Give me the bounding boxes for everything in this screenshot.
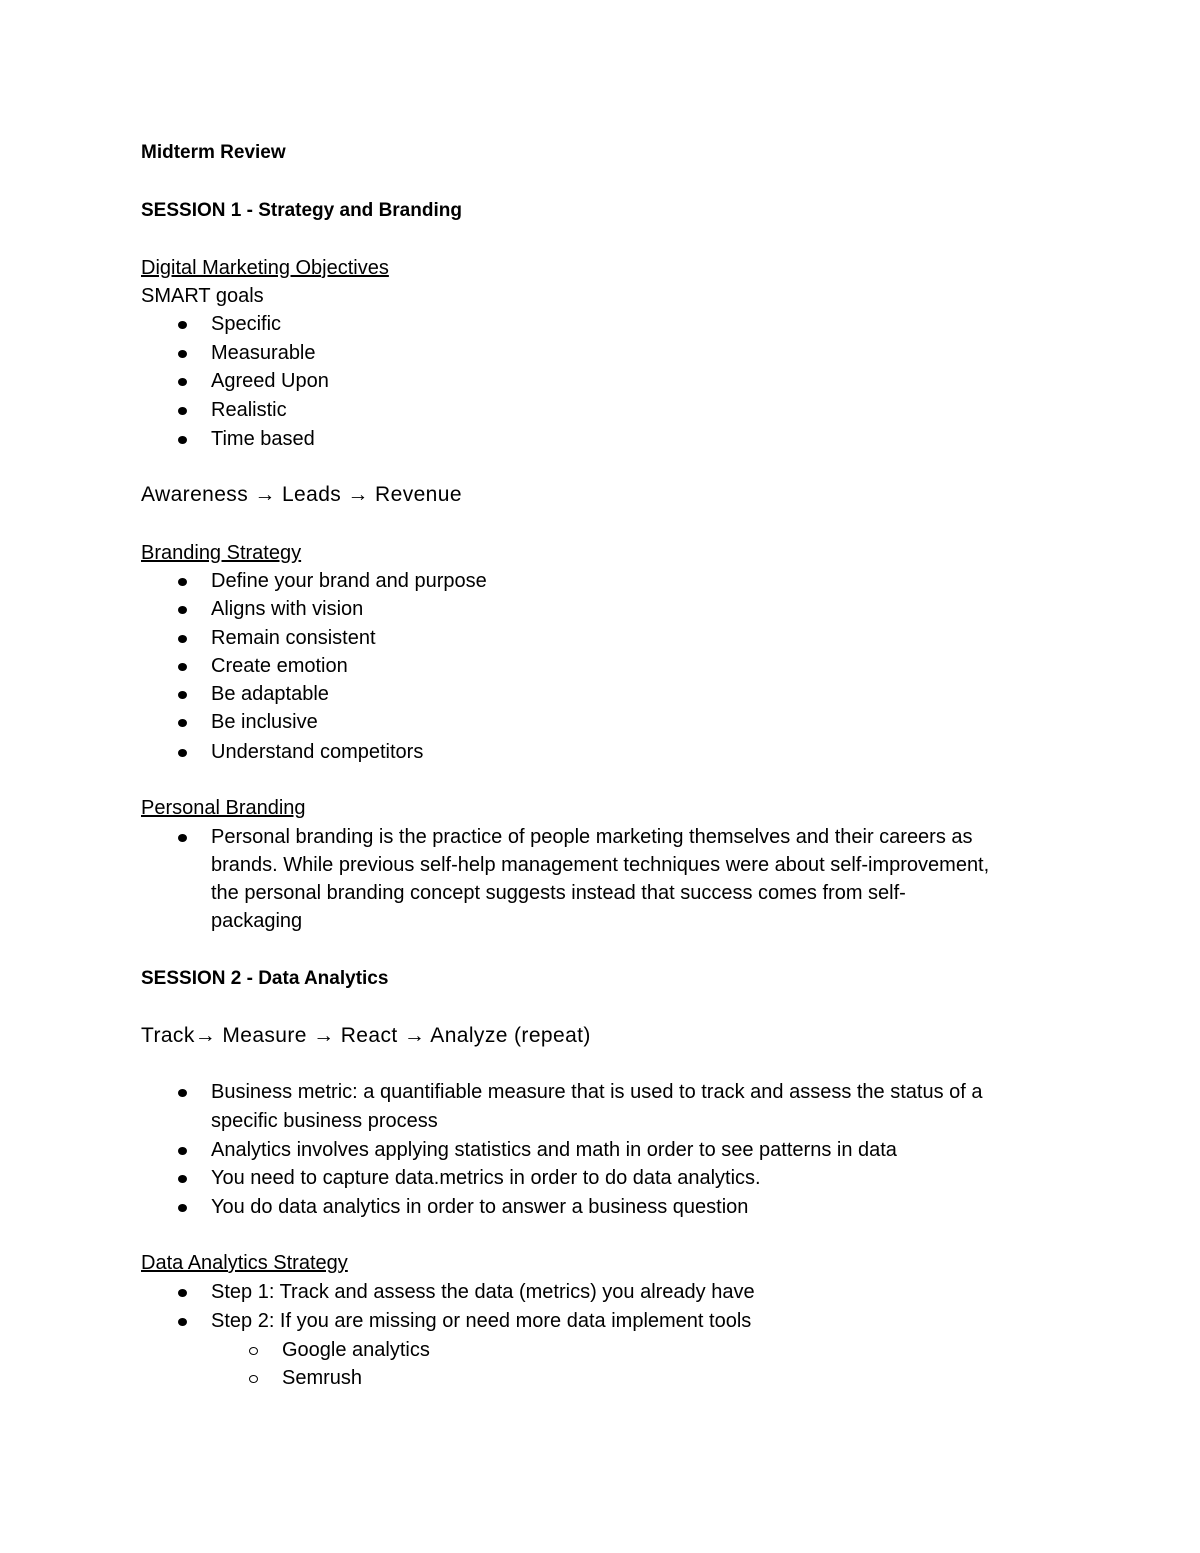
bullet-icon [178, 350, 187, 358]
awareness-flow: Awareness → Leads → Revenue [141, 483, 462, 506]
hollow-bullet-icon [249, 1347, 258, 1355]
bullet-icon [178, 834, 187, 842]
bullet-icon [178, 321, 187, 329]
bullet-icon [178, 719, 187, 727]
bullet-icon [178, 1204, 187, 1212]
session-1-heading: SESSION 1 - Strategy and Branding [141, 200, 462, 221]
digital-marketing-objectives-heading: Digital Marketing Objectives [141, 257, 389, 279]
bullet-icon [178, 635, 187, 643]
document-title: Midterm Review [141, 142, 286, 163]
branding-strategy-heading: Branding Strategy [141, 542, 302, 564]
personal-branding-heading: Personal Branding [141, 797, 306, 819]
smart-goals-label: SMART goals [141, 285, 264, 307]
bullet-icon [178, 1175, 187, 1183]
bullet-icon [178, 578, 187, 586]
bullet-icon [178, 663, 187, 671]
analytics-flow: Track→ Measure → React → Analyze (repeat) [141, 1024, 591, 1047]
bullet-icon [178, 606, 187, 614]
bullet-icon [178, 378, 187, 386]
session-2-heading: SESSION 2 - Data Analytics [141, 968, 389, 989]
bullet-icon [178, 436, 187, 444]
bullet-icon [178, 691, 187, 699]
bullet-icon [178, 1089, 187, 1097]
bullet-icon [178, 749, 187, 757]
data-analytics-strategy-heading: Data Analytics Strategy [141, 1252, 348, 1274]
hollow-bullet-icon [249, 1375, 258, 1383]
bullet-icon [178, 1147, 187, 1155]
bullet-icon [178, 407, 187, 415]
bullet-icon [178, 1318, 187, 1326]
bullet-icon [178, 1289, 187, 1297]
